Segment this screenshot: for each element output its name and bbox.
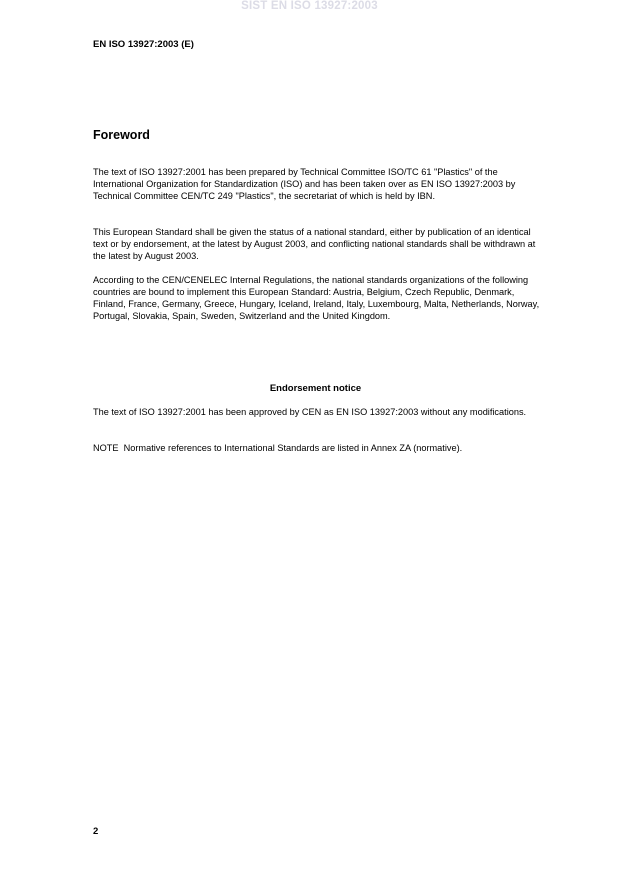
endorsement-text: The text of ISO 13927:2001 has been approved by CEN as EN ISO 13927:2003 without any modifications. bbox=[93, 407, 527, 417]
foreword-paragraph-1: The text of ISO 13927:2001 has been prepared by Technical Committee ISO/TC 61 "Plastics" of the International Organization for Standardization (ISO) and has been taken over as EN ISO 13927:2003 by Technical Committee CEN/TC 249 "Plastics", the secretariat of which is held by IBN. bbox=[93, 167, 516, 201]
endorsement-note: NOTE Normative references to International Standards are listed in Annex ZA (normative). bbox=[93, 443, 463, 453]
watermark: SIST EN ISO 13927:2003 bbox=[241, 0, 378, 12]
endorsement-heading: Endorsement notice bbox=[269, 383, 362, 394]
page-number: 2 bbox=[93, 826, 99, 837]
foreword-paragraph-2: This European Standard shall be given the status of a national standard, either by publication of an identical text or by endorsement, at the latest by August 2003, and conflicting national standards shall be withdrawn at the latest by August 2003. bbox=[93, 227, 536, 261]
foreword-heading: Foreword bbox=[93, 128, 150, 142]
foreword-paragraph-3: According to the CEN/CENELEC Internal Regulations, the national standards organizations of the following countries are bound to implement this European Standard: Austria, Belgium, Czech Republic, Denmark, Finland, France, Germany, Greece, Hungary, Iceland, Ireland, Italy, Luxembourg, Malta, Netherlands, Norway, Portugal, Slovakia, Spain, Sweden, Switzerland and the United Kingdom. bbox=[93, 275, 540, 321]
document-id: EN ISO 13927:2003 (E) bbox=[93, 39, 194, 50]
